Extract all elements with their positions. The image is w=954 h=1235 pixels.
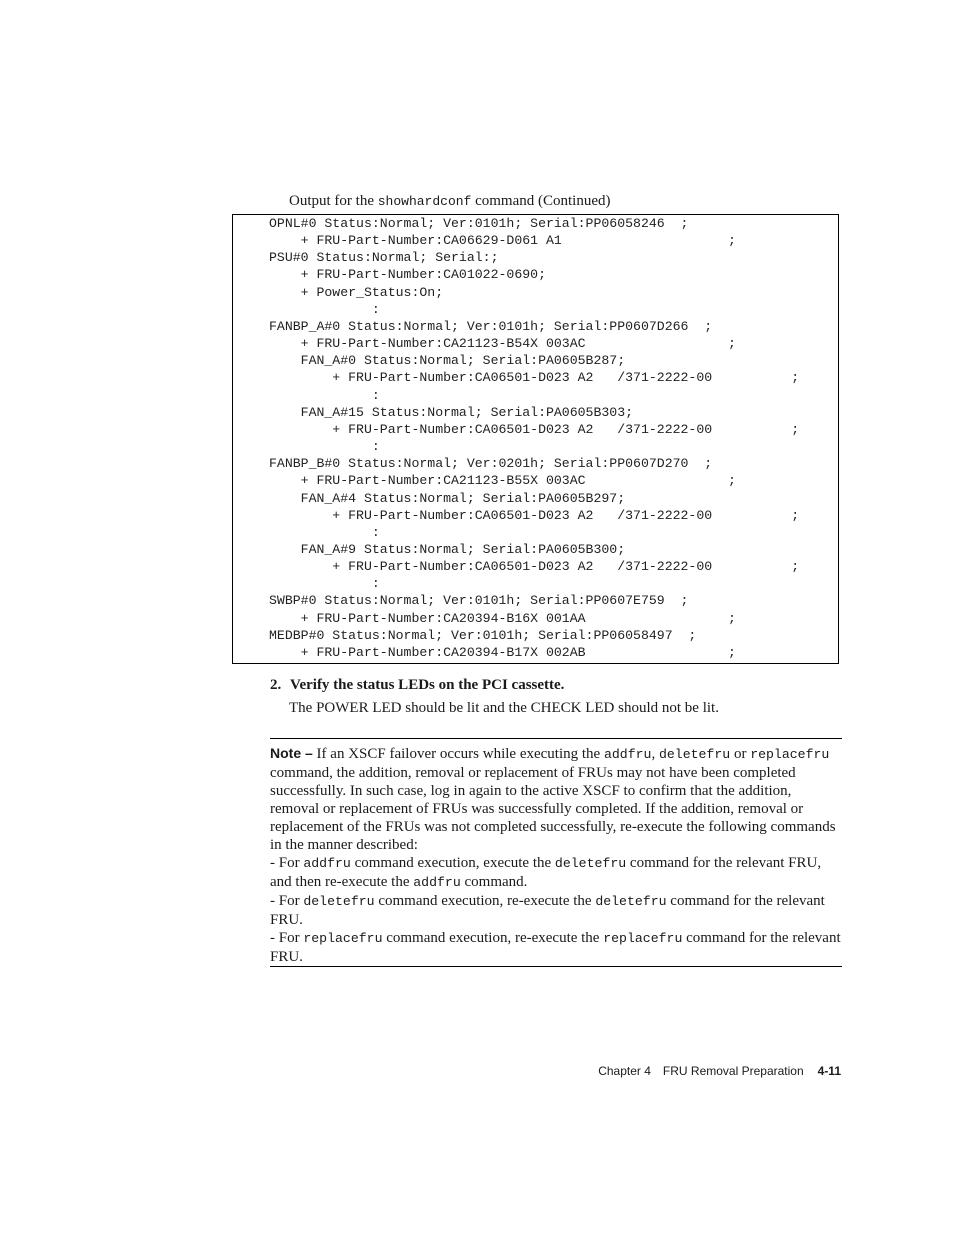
code-line: PSU#0 Status:Normal; Serial:; — [269, 250, 499, 266]
step-2-body: The POWER LED should be lit and the CHECK LED should not be lit. — [289, 700, 719, 716]
code-line: + FRU-Part-Number:CA21123-B55X 003AC ; — [269, 473, 736, 489]
code-line: + FRU-Part-Number:CA21123-B54X 003AC ; — [269, 336, 736, 352]
caption-suffix: command (Continued) — [471, 193, 611, 209]
note-command: replacefru — [603, 931, 683, 946]
note-paragraph — [270, 744, 842, 854]
code-output — [269, 215, 799, 661]
note-command: deletefru — [554, 856, 627, 871]
note-text: command for the relevant FRU. — [270, 893, 825, 928]
footer-title: FRU Removal Preparation — [662, 1064, 804, 1078]
code-line: FAN_A#4 Status:Normal; Serial:PA0605B297; — [269, 490, 626, 506]
note-command: addfru — [303, 856, 351, 871]
step-number: 2. — [270, 677, 282, 693]
note-item-addfru — [270, 854, 842, 892]
note-item-replacefru — [270, 929, 842, 966]
caption-command: showhardconf — [377, 194, 472, 209]
note-text: - For — [270, 930, 304, 946]
code-line: FANBP_B#0 Status:Normal; Ver:0201h; Serial:PP0607D270 ; — [269, 456, 713, 472]
code-line: FANBP_A#0 Status:Normal; Ver:0101h; Serial:PP0607D266 ; — [269, 318, 713, 334]
note-command: addfru — [603, 747, 652, 762]
note-bottom-rule — [270, 966, 842, 967]
code-line: + FRU-Part-Number:CA06629-D061 A1 ; — [269, 233, 736, 249]
note-command: deletefru — [595, 894, 667, 909]
code-line: + Power_Status:On; — [269, 284, 444, 300]
note-block — [270, 744, 842, 966]
code-line: FAN_A#0 Status:Normal; Serial:PA0605B287; — [269, 353, 626, 369]
code-line: + FRU-Part-Number:CA20394-B17X 002AB ; — [269, 644, 736, 660]
note-text: command for the relevant FRU. — [270, 930, 841, 965]
code-line: : — [269, 576, 380, 592]
code-line: MEDBP#0 Status:Normal; Ver:0101h; Serial:PP06058497 ; — [269, 627, 697, 643]
note-text: - For — [270, 893, 304, 909]
code-line: : — [269, 301, 380, 317]
note-command: deletefru — [303, 894, 375, 909]
code-output-box — [232, 214, 839, 664]
note-top-rule — [270, 738, 842, 739]
page-footer — [598, 1063, 841, 1079]
code-line: : — [269, 524, 380, 540]
note-command: replacefru — [303, 931, 383, 946]
code-line: + FRU-Part-Number:CA06501-D023 A2 /371-2222-00 ; — [269, 421, 800, 437]
note-text: or — [730, 746, 751, 762]
code-line: + FRU-Part-Number:CA20394-B16X 001AA ; — [269, 610, 736, 626]
code-line: SWBP#0 Status:Normal; Ver:0101h; Serial:PP0607E759 ; — [269, 593, 689, 609]
note-text: command execution, re-execute the — [382, 930, 604, 946]
step-2-heading — [270, 675, 564, 695]
page-number: 4-11 — [817, 1064, 841, 1078]
code-line: : — [269, 439, 380, 455]
code-caption — [289, 191, 611, 212]
note-text: command for the relevant FRU, and then re-execute the — [270, 855, 822, 890]
note-command: replacefru — [750, 747, 830, 762]
code-line: + FRU-Part-Number:CA06501-D023 A2 /371-2222-00 ; — [269, 559, 800, 575]
note-item-deletefru — [270, 892, 842, 929]
note-text: command execution, re-execute the — [374, 893, 596, 909]
note-text: command execution, execute the — [350, 855, 555, 871]
note-text: command, the addition, removal or replacement of FRUs may not have been completed successfully. In such case, log in again to the active XSCF to confirm that the addition, removal or replacement of FRUs was successfully completed. If the addition, removal or replacement of the FRUs was not completed successfully, re-execute the following commands in the manner described: — [270, 765, 836, 853]
code-line: + FRU-Part-Number:CA06501-D023 A2 /371-2222-00 ; — [269, 507, 800, 523]
code-line: FAN_A#15 Status:Normal; Serial:PA0605B303; — [269, 404, 634, 420]
caption-prefix: Output for the — [289, 193, 378, 209]
note-text: command. — [460, 874, 528, 890]
code-line: OPNL#0 Status:Normal; Ver:0101h; Serial:PP06058246 ; — [269, 216, 689, 231]
note-command: deletefru — [658, 747, 731, 762]
footer-chapter: Chapter 4 — [598, 1064, 651, 1078]
note-text: - For — [270, 855, 304, 871]
step-title: Verify the status LEDs on the PCI cassette. — [290, 677, 565, 693]
code-line: + FRU-Part-Number:CA01022-0690; — [269, 267, 546, 283]
note-label: Note – — [270, 745, 313, 761]
note-text: , — [651, 746, 659, 762]
code-line: + FRU-Part-Number:CA06501-D023 A2 /371-2222-00 ; — [269, 370, 800, 386]
note-text: If an XSCF failover occurs while executing the — [312, 746, 604, 762]
note-command: addfru — [413, 875, 461, 890]
code-line: FAN_A#9 Status:Normal; Serial:PA0605B300; — [269, 541, 626, 557]
code-line: : — [269, 387, 380, 403]
